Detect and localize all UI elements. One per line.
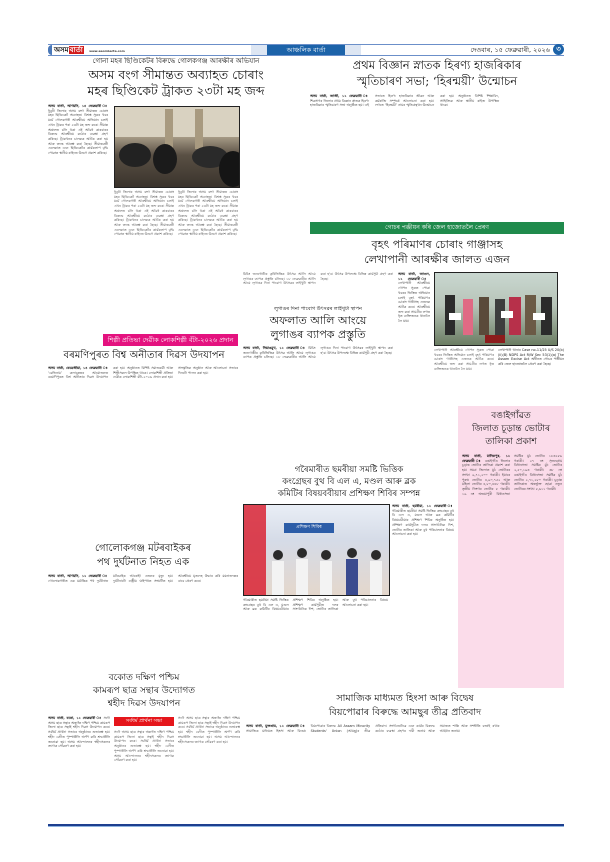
dateline: অসম বাৰ্তা, সিয়াঙমুখ, ১২ ফেব্ৰুৱাৰী ঃ [243, 346, 306, 350]
article-5-body [243, 346, 393, 460]
dateline: অসম বাৰ্তা, কেৱেজীয়া, ১৪ ফেব্ৰুৱাৰী ঃ [48, 366, 108, 370]
article-8-body [462, 454, 562, 684]
headline-line: বৰমণিপুৰত বিশ্ব অনীতাৰ দিৱস উদযাপন [63, 350, 225, 361]
headline-line: স্মৃতিচাৰণ সভা; ‘হিৰন্ময়ী’ উন্মোচন [356, 74, 518, 88]
people-illustration [244, 505, 389, 595]
article-7-body [392, 504, 454, 686]
article-6-headline[interactable] [48, 542, 238, 570]
header-spacer-right [345, 45, 361, 55]
article-text: সামাজিক মাধ্যমত হিংসা আৰু বিদ্বেষ বিয়পোৱাৰ বিৰুদ্ধে All Assam Minority Students' Union (আমছু)ৰ তীব্ৰ প্ৰতিবাদ। সংগঠনটোৱে এনে কাৰ্যৰ বিৰুদ্ধে কঠোৰ ব্যৱস্থা গ্ৰহণৰ দাবী জনায় আৰু সমাজত শান্তি আৰু সম্প্ৰীতি বজাই ৰখাৰ আহ্বান জনায়। [246, 724, 500, 733]
article-text: মিচিং জনগোষ্ঠীৰ কৃষিভিত্তিক উৎসৱ আলি আয়ে লৃগাঙৰ ব্যাপক প্ৰস্তুতি চলিছে। ১৮ ফেব্ৰুৱাৰীৰ আলি আয়ে লৃগাঙৰ দিনা পাবোগ উৎসৱৰ লাইখুটা স্থাপন কৰা হ'ব। উৎসৱ উপলক্ষে বিভিন্ন কাৰ্যসূচী গ্ৰহণ কৰা হৈছে। [243, 346, 393, 360]
dateline: অসম বাৰ্তা, আগমনি, ১৪ ফেব্ৰুৱাৰী ঃ [48, 104, 108, 108]
article-2-body [310, 94, 564, 216]
dateline: অসম বাৰ্তা, বকো, ১২ ফেব্ৰুৱাৰী ঃ [48, 716, 102, 720]
article-5-body-top: মিচিং জনগোষ্ঠীৰ কৃষিভিত্তিক উৎসৱ আলি আয়ে লৃগাঙৰ ব্যাপক প্ৰস্তুতি চলিছে। ১৮ ফেব্ৰুৱাৰীৰ আলি আয়ে লৃগাঙৰ দিনা পাবোগ উৎসৱৰ লাইখুটা স্থাপন কৰা হ'ব। উৎসৱ উপলক্ষে বিভিন্ন কাৰ্যসূচী গ্ৰহণ কৰা হৈছে। [243, 272, 393, 286]
headline-line: বকোত দক্ষিণ পশ্চিম [108, 673, 180, 683]
article-1-body-col1 [48, 104, 108, 328]
article-9-headline[interactable] [48, 672, 240, 711]
article-text: শিৱসাগৰ জিলাৰ প্ৰথম বিজ্ঞান স্নাতক হিৰণ্য হাজৰিকাৰ স্মৃতিচাৰণ সভা অনুষ্ঠিত হয়। এই সভাতে হিৰণ্য হাজৰিকাৰ জীৱন আৰু কৰ্মৰাজি সম্পৰ্কে আলোচনা কৰা হয়। লগতে ‘হিৰন্ময়ী’ নামৰ স্মৃতিগ্ৰন্থখন উন্মোচন কৰা হয়। অনুষ্ঠানত বিশিষ্ট শিক্ষাবিদ, সাহিত্যিক আৰু স্থানীয় ৰাইজ উপস্থিত থাকে। [310, 94, 499, 108]
article-text: সদৌ অসম ছাত্ৰ সন্থাৰ অন্তৰ্গত দক্ষিণ পশ্চিম কামৰূপ জিলা ছাত্ৰ সন্থাই শ্বহীদ দিৱস উদযাপন কৰে। সৰ্বধৰ্ম প্ৰাৰ্থনা সভাৰে অনুষ্ঠানৰ শুভাৰম্ভ হয়। শ্বহীদ বেদীত পুষ্পাঞ্জলি অৰ্পণ কৰি শ্ৰদ্ধাঞ্জলি জনোৱা হয়। অসম আন্দোলনৰ শ্বহীদসকলৰ ত্যাগক সোঁৱৰণ কৰা হয়। [48, 716, 110, 749]
dateline: অসম বাৰ্তা, জাজী, ১২ ফেব্ৰুৱাৰী ঃ [310, 94, 369, 98]
headline-line: কমিটিৰ বিষয়ববীয়াৰ প্ৰশিক্ষণ শিবিৰ সম্পন্ন [277, 489, 421, 499]
section-title: আঞ্চলিক বাৰ্তা [267, 45, 345, 55]
page-number: ৩ [553, 44, 564, 55]
headline-line: প্ৰথম বিজ্ঞান স্নাতক হিৰণ্য হাজৰিকাৰ [352, 58, 522, 72]
logo-text: অসম [54, 46, 69, 54]
article-3-body-col1 [398, 272, 430, 400]
page-header [48, 44, 564, 56]
article-8-headline[interactable] [458, 410, 564, 449]
article-4-body [48, 366, 238, 536]
training-camp-photo [243, 504, 390, 596]
buffalo-illustration [115, 107, 239, 187]
article-3-band: গোচৰ পঞ্জীয়ন কৰি জেল হাজোতলৈ প্ৰেৰণ [310, 222, 564, 234]
dateline: অসম বাৰ্তা, মুক্তগ্ৰাম, ১২ ফেব্ৰুৱাৰী ঃ [246, 724, 306, 728]
headline-line: কংগ্ৰেছৰ বুথ বি এল এ, মণ্ডল আৰু ব্লক [282, 477, 416, 487]
article-9-body-col1 [48, 716, 110, 820]
masthead-logo[interactable] [54, 45, 125, 56]
article-1-kicker: গোনা মহৰ ছিণ্ডিকেটৰ বিৰুদ্ধে গোলকগঞ্জ আৰক্ষীৰ অভিযান [92, 57, 260, 65]
headline-line: তালিকা প্ৰকাশ [485, 437, 537, 447]
article-5-headline[interactable] [243, 314, 393, 342]
article-text: গৰৈমাৰীত ছমৰীয়া সমষ্টি ভিত্তিক কংগ্ৰেছৰ বুথ বি এল এ, মণ্ডল আৰু ব্লক কমিটিৰ বিষয়ববীয়াৰ প্ৰশিক্ষণ শিবিৰ অনুষ্ঠিত হয়। প্ৰশিক্ষণ কাৰ্যসূচীত দলৰ সাংগঠনিক দিশ, ভোটাৰ তালিকা আৰু বুথ পৰিচালনাৰ বিষয়ে আলোচনা কৰা হয়। [243, 598, 388, 612]
article-9-body-col2: সদৌ অসম ছাত্ৰ সন্থাৰ অন্তৰ্গত দক্ষিণ পশ্চিম কামৰূপ জিলা ছাত্ৰ সন্থাই শ্বহীদ দিৱস উদযাপন কৰে। সৰ্বধৰ্ম প্ৰাৰ্থনা সভাৰে অনুষ্ঠানৰ শুভাৰম্ভ হয়। শ্বহীদ বেদীত পুষ্পাঞ্জলি অৰ্পণ কৰি শ্ৰদ্ধাঞ্জলি জনোৱা হয়। অসম আন্দোলনৰ শ্বহীদসকলৰ ত্যাগক সোঁৱৰণ কৰা হয়। [114, 730, 174, 763]
article-1-body-col2: ধুবুৰী জিলাৰ অসম বংগ সীমান্তত চোৰাং মহৰ ছিণ্ডিকেট অব্যাহত। বিশ্বস্ত সূত্ৰৰ খবৰ মৰ্মে গোলকগঞ্জ আৰক্ষীয়ে অভিযান চলাই এখন ট্ৰাকৰ পৰা ২৩টা মহ জব্দ কৰে। সীমান্ত অঞ্চলত চলি থকা এই অবৈধ কাৰবাৰৰ বিৰুদ্ধে আৰক্ষীয়ে কঠোৰ ব্যৱস্থা গ্ৰহণ কৰিছে। ট্ৰাকখনৰ চালকক আটক কৰা হয় আৰু তদন্ত আৰম্ভ কৰা হৈছে। সীমান্তবৰ্তী এলেকাত এনে ছিণ্ডিকেটৰ কাৰ্যকলাপ বৃদ্ধি পোৱাত স্থানীয় ৰাইজে উদ্বেগ প্ৰকাশ কৰিছে। [114, 190, 174, 237]
headline-line: বঙাইগাঁৱত [491, 411, 531, 421]
arrest-photo [434, 272, 558, 346]
article-3-body-col2: লেখাপানী আৰক্ষীয়ে গোপন সূত্ৰত পোৱা খবৰৰ ভিত্তিত অভিযান চলাই বৃহৎ পৰিমাণৰ চোৰাং গাঞ্জাসহ এজনক আটক কৰে। আৰক্ষীয়ে জব্দ কৰা সামগ্ৰীৰ লগত ধৃত ব্যক্তিজনক থানালৈ লৈ যায়। [434, 348, 494, 371]
dateline: অসম বাৰ্তা, আগমনি, ১২ ফেব্ৰুৱাৰী ঃ [48, 574, 108, 578]
article-text: ধুবুৰী জিলাৰ অসম বংগ সীমান্তত চোৰাং মহৰ ছিণ্ডিকেট অব্যাহত। বিশ্বস্ত সূত্ৰৰ খবৰ মৰ্মে গোলকগঞ্জ আৰক্ষীয়ে অভিযান চলাই এখন ট্ৰাকৰ পৰা ২৩টা মহ জব্দ কৰে। সীমান্ত অঞ্চলত চলি থকা এই অবৈধ কাৰবাৰৰ বিৰুদ্ধে আৰক্ষীয়ে কঠোৰ ব্যৱস্থা গ্ৰহণ কৰিছে। ট্ৰাকখনৰ চালকক আটক কৰা হয় আৰু তদন্ত আৰম্ভ কৰা হৈছে। সীমান্তবৰ্তী এলেকাত এনে ছিণ্ডিকেটৰ কাৰ্যকলাপ বৃদ্ধি পোৱাত স্থানীয় ৰাইজে উদ্বেগ প্ৰকাশ কৰিছে। [48, 108, 108, 156]
dateline: অসম বাৰ্তা, মানিকপুৰ, ১২ ফেব্ৰুৱাৰী ঃ [462, 454, 510, 463]
headline-line: গোলোকগঞ্জ মটৰবাইকৰ [94, 543, 192, 554]
footer-rule [48, 824, 564, 827]
headline-line: পথ দুৰ্ঘটনাত নিহত এক [96, 557, 190, 568]
headline-line: জিলাত চূড়ান্ত ভোটাৰ [471, 424, 551, 434]
dateline: অসম বাৰ্তা, জাগুন, ১২ ফেব্ৰুৱাৰী ঃ [398, 272, 430, 281]
dateline: অসম বাৰ্তা, ছমৰীয়া, ১২ ফেব্ৰুৱাৰী ঃ [392, 504, 454, 508]
header-spacer-left [251, 45, 267, 55]
headline-line: বৃহৎ পৰিমাণৰ চোৰাং গাঞ্জাসহ [371, 238, 503, 251]
article-text: ‘বেভিনাম’ কলাকেন্দ্ৰৰ আয়োজনত বৰমণিপুৰত বিশ্ব অনীতাৰ দিৱস উদযাপন কৰা হয়। অনুষ্ঠানত বিশিষ্ট সমাজকৰ্মী আৰু শিল্পীসকল উপস্থিত থাকে। লোকশিল্পী প্ৰতিভা দেৱীক লোকশিল্পী বঁটা-২০২৬ প্ৰদান কৰা হয়। সাংস্কৃতিক অনুষ্ঠান আৰু আলোচনা সভাৰে দিনটো পালন কৰা হয়। [48, 366, 238, 380]
headline-line: লুগাঙৰ ব্যাপক প্ৰস্তুতি [270, 328, 366, 341]
issue-date: দেওবাৰ, ১৫ ফেব্ৰুৱাৰী, ২০২৬ [470, 46, 550, 54]
article-4-headline[interactable] [48, 349, 240, 363]
article-10-headline[interactable] [246, 692, 564, 720]
headline-line: লেখাপানী আৰক্ষীৰ জালত এজন [364, 253, 510, 266]
article-1-body-col3: ধুবুৰী জিলাৰ অসম বংগ সীমান্তত চোৰাং মহৰ ছিণ্ডিকেট অব্যাহত। বিশ্বস্ত সূত্ৰৰ খবৰ মৰ্মে গোলকগঞ্জ আৰক্ষীয়ে অভিযান চলাই এখন ট্ৰাকৰ পৰা ২৩টা মহ জব্দ কৰে। সীমান্ত অঞ্চলত চলি থকা এই অবৈধ কাৰবাৰৰ বিৰুদ্ধে আৰক্ষীয়ে কঠোৰ ব্যৱস্থা গ্ৰহণ কৰিছে। ট্ৰাকখনৰ চালকক আটক কৰা হয় আৰু তদন্ত আৰম্ভ কৰা হৈছে। সীমান্তবৰ্তী এলেকাত এনে ছিণ্ডিকেটৰ কাৰ্যকলাপ বৃদ্ধি পোৱাত স্থানীয় ৰাইজে উদ্বেগ প্ৰকাশ কৰিছে। [178, 190, 238, 237]
headline-line: অসম বংগ সীমান্তত অব্যাহত চোৰাং [88, 67, 264, 82]
article-7-body-continued [243, 598, 388, 686]
logo-highlight: বাৰ্তা [69, 46, 83, 54]
article-text: লেখাপানী আৰক্ষীয়ে গোপন সূত্ৰত পোৱা খবৰৰ ভিত্তিত অভিযান চলাই বৃহৎ পৰিমাণৰ চোৰাং গাঞ্জাসহ এজনক আটক কৰে। আৰক্ষীয়ে জব্দ কৰা সামগ্ৰীৰ লগত ধৃত ব্যক্তিজনক থানালৈ লৈ যায়। [398, 281, 430, 324]
group-illustration [435, 273, 557, 345]
article-2-headline[interactable] [310, 57, 564, 89]
article-9-band: সৰ্বধৰ্ম প্ৰাৰ্থনা সভা [114, 717, 174, 726]
newspaper-page [48, 44, 564, 828]
logo-subtext: www.asombarta.com [89, 49, 125, 53]
article-text: গোলোকগঞ্জত এক মৰ্মান্তিক পথ দুৰ্ঘটনাত মটৰবাইক আৰোহী এজনৰ মৃত্যু হয়। দুৰ্ঘটনাটো ৰাষ্ট্ৰীয় ঘাইপথত সংঘটিত হয়। আৰক্ষীয়ে মৃতদেহ উদ্ধাৰ কৰি ময়নাতদন্তৰ বাবে প্ৰেৰণ কৰে। [48, 574, 238, 583]
headline-line: শ্বহীদ দিৱস উদযাপন [107, 699, 181, 709]
headline-line: সামাজিক মাধ্যমত হিংসা আৰু বিদ্বেষ [336, 693, 474, 704]
article-5-kicker: লুগাঙৰ দিনা পাবোগ উৎসৱৰ লাইখুটা স্থাপন [274, 306, 362, 312]
headline-line: গৰৈমাৰীত ছমৰীয়া সমষ্টি ভিত্তিক [294, 465, 404, 475]
article-1-headline[interactable] [48, 67, 304, 99]
article-3-case-text: লেখাপানী থানাৰ Case no-11/25 U/S 20(b)(ii)(B) NDPS Act R/W Sec 53(1)(a) The Assam Excise Act অধীনত গোচৰ পঞ্জীয়ন কৰি জেল হাজোতলৈ প্ৰেৰণ কৰা হৈছে। [498, 348, 564, 367]
article-4-band: শিল্পী প্ৰতিভা দেৱীক লোকশিল্পী বঁটা-২০২৬ প্ৰদান [103, 334, 238, 346]
buffalo-photo [114, 106, 240, 188]
headline-line: বিয়পোৱাৰ বিৰুদ্ধে আমছুৰ তীব্ৰ প্ৰতিবাদ [328, 707, 482, 718]
article-10-body [246, 724, 564, 820]
article-3-headline[interactable] [310, 237, 564, 267]
article-6-body [48, 574, 238, 666]
headline-line: অফলাত আলি আংয়ে [269, 314, 367, 327]
headline-line: মহৰ ছিণ্ডিকেট ট্ৰাকত ২৩টা মহ জব্দ [87, 83, 265, 98]
header-cap [48, 45, 52, 55]
photo-banner: প্ৰশিক্ষণ শিবিৰ [284, 523, 334, 533]
headline-line: কামৰূপ ছাত্ৰ সন্থাৰ উদ্যোগত [92, 686, 196, 696]
article-text: গৰৈমাৰীত ছমৰীয়া সমষ্টি ভিত্তিক কংগ্ৰেছৰ বুথ বি এল এ, মণ্ডল আৰু ব্লক কমিটিৰ বিষয়ববীয়াৰ প্ৰশিক্ষণ শিবিৰ অনুষ্ঠিত হয়। প্ৰশিক্ষণ কাৰ্যসূচীত দলৰ সাংগঠনিক দিশ, ভোটাৰ তালিকা আৰু বুথ পৰিচালনাৰ বিষয়ে আলোচনা কৰা হয়। [392, 508, 454, 537]
article-text: বঙাইগাঁও জিলাৰ চূড়ান্ত ভোটাৰ তালিকা প্ৰকাশ কৰা হয়। সমগ্ৰ জিলাত মুঠ ভোটাৰৰ সংখ্যা ৯,৭১,২০০ গৰাকী। ইয়াৰে পুৰুষ ভোটাৰ ৪,৯০,৭৫২ আৰু মহিলা ভোটাৰ ৪,৮০,৪৪৮ গৰাকী। তৃতীয় লিংগৰ ভোটাৰ ৮ গৰাকী। ১৯ নং অভয়াপুৰী বিধানসভা সমষ্টিৰ মুঠ ভোটাৰ ১৮৩২৮৬ গৰাকী। ২৭ নং সৃজনগ্ৰাম বিধানসভা সমষ্টিৰ মুঠ ভোটাৰ ২,৫০,১৯৩ গৰাকী। ৩৮ নং বঙাইগাঁও বিধানসভা সমষ্টিৰ মুঠ ভোটাৰ ২,৭১,২৮০ গৰাকী। চূড়ান্ত তালিকাত অন্তৰ্ভুক্ত হোৱা নতুন ভোটাৰৰ সংখ্যা ৫,৬১১ গৰাকী। [462, 454, 562, 496]
article-7-headline[interactable] [243, 464, 455, 500]
article-9-body-col3: সদৌ অসম ছাত্ৰ সন্থাৰ অন্তৰ্গত দক্ষিণ পশ্চিম কামৰূপ জিলা ছাত্ৰ সন্থাই শ্বহীদ দিৱস উদযাপন কৰে। সৰ্বধৰ্ম প্ৰাৰ্থনা সভাৰে অনুষ্ঠানৰ শুভাৰম্ভ হয়। শ্বহীদ বেদীত পুষ্পাঞ্জলি অৰ্পণ কৰি শ্ৰদ্ধাঞ্জলি জনোৱা হয়। অসম আন্দোলনৰ শ্বহীদসকলৰ ত্যাগক সোঁৱৰণ কৰা হয়। [178, 716, 240, 744]
